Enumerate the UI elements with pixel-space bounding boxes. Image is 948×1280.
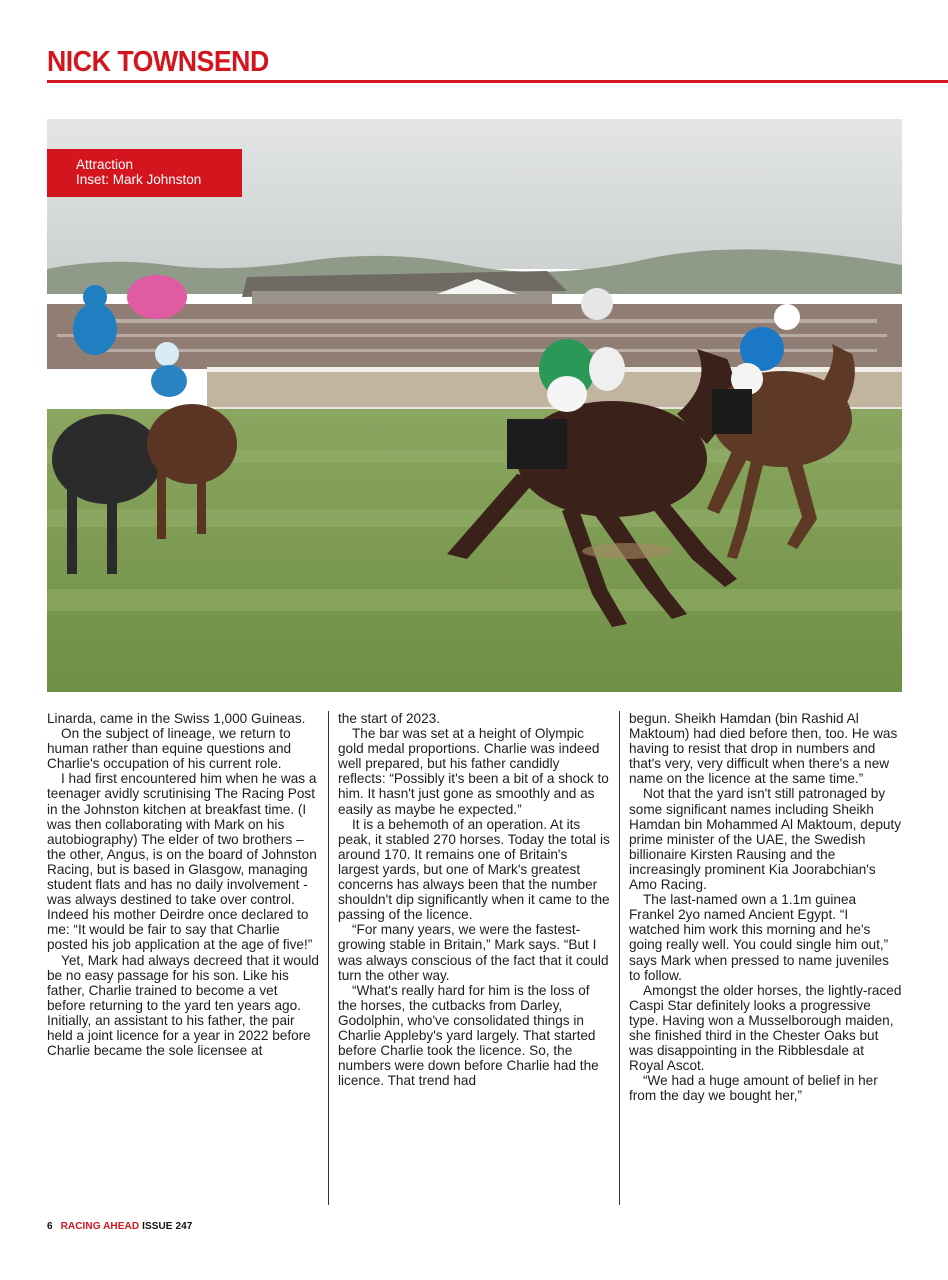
paragraph: “For many years, we were the fastest-growing stable in Britain,” Mark says. “But I was always conscious of the fact that it could turn the other way. (338, 922, 609, 983)
article-column-3 (629, 711, 902, 1201)
paragraph: The bar was set at a height of Olympic gold medal proportions. Charlie was indeed well prepared, but his father candidly reflects: “Possibly it's been a bit of a shock to him. It hasn't just gone as smoothly and as easily as maybe he expected.” (338, 726, 609, 817)
publication-name: RACING AHEAD (60, 1221, 140, 1232)
paragraph: It is a behemoth of an operation. At its peak, it stabled 270 horses. Today the total is around 170. It remains one of Britain's largest yards, but one of Mark's greatest concerns has always been that the number shouldn't dip significantly when it came to the passing of the licence. (338, 816, 610, 923)
race-photo (47, 119, 902, 692)
column-divider (328, 711, 329, 1205)
photo-caption (47, 149, 242, 197)
header-rule (47, 80, 948, 83)
article-body (47, 711, 902, 1201)
page-title: NICK TOWNSEND (47, 46, 269, 78)
column-divider (619, 711, 620, 1205)
article-column-1 (47, 711, 319, 1201)
paragraph: “We had a huge amount of belief in her from the day we bought her,” (629, 1073, 878, 1104)
paragraph: Linarda, came in the Swiss 1,000 Guineas. (47, 711, 306, 726)
paragraph: begun. Sheikh Hamdan (bin Rashid Al Maktoum) had died before then, too. He was having to resist that drop in numbers and that's very, very difficult when there's a new name on the licence at the same time.” (629, 711, 898, 787)
article-column-2 (338, 711, 610, 1201)
paragraph: the start of 2023. (338, 711, 441, 726)
page-number: 6 (47, 1221, 53, 1232)
paragraph: Not that the yard isn't still patronaged by some significant names including Sheikh Hamdan bin Mohammed Al Maktoum, deputy prime minister of the UAE, the Swedish billionaire Kirsten Rausing and the increasingly prominent Kia Joorabchian's Amo Racing. (629, 786, 902, 893)
paragraph: Yet, Mark had always decreed that it would be no easy passage for his son. Like his father, Charlie trained to become a vet before returning to the yard ten years ago. Initially, an assistant to his father, the pair held a joint licence for a year in 2022 before Charlie became the sole licensee at (47, 952, 319, 1059)
issue-number: ISSUE 247 (142, 1221, 193, 1232)
paragraph: I had first encountered him when he was a teenager avidly scrutinising The Racing Post in the Johnston kitchen at breakfast time. (I was then collaborating with Mark on his autobiography) The elder of two brothers – the other, Angus, is on the board of Johnston Racing, but is based in Glasgow, managing student flats and has no daily involvement - was always destined to take over control. Indeed his mother Deirdre once declared to me: “It would be fair to say that Charlie posted his job application at the age of five!” (47, 771, 317, 953)
paragraph: “What's really hard for him is the loss of the horses, the cutbacks from Darley, Godolphin, who've consolidated things in Charlie Appleby's yard largely. That started before Charlie took the licence. So, the numbers were down before Charlie had the licence. That trend had (338, 982, 599, 1089)
caption-line-2: Inset: Mark Johnston (76, 172, 202, 187)
page-footer (47, 1221, 192, 1232)
paragraph: On the subject of lineage, we return to human rather than equine questions and Charlie's occupation of his current role. (47, 726, 292, 772)
paragraph: The last-named own a 1.1m guinea Frankel 2yo named Ancient Egypt. “I watched him work this morning and he's going really well. You could single him out,” says Mark when pressed to name juveniles to follow. (629, 892, 889, 983)
paragraph: Amongst the older horses, the lightly-raced Caspi Star definitely looks a progressive type. Having won a Musselborough maiden, she finished third in the Chester Oaks but was disappointing in the Ribblesdale at Royal Ascot. (629, 982, 902, 1074)
caption-line-1: Attraction (76, 157, 134, 172)
